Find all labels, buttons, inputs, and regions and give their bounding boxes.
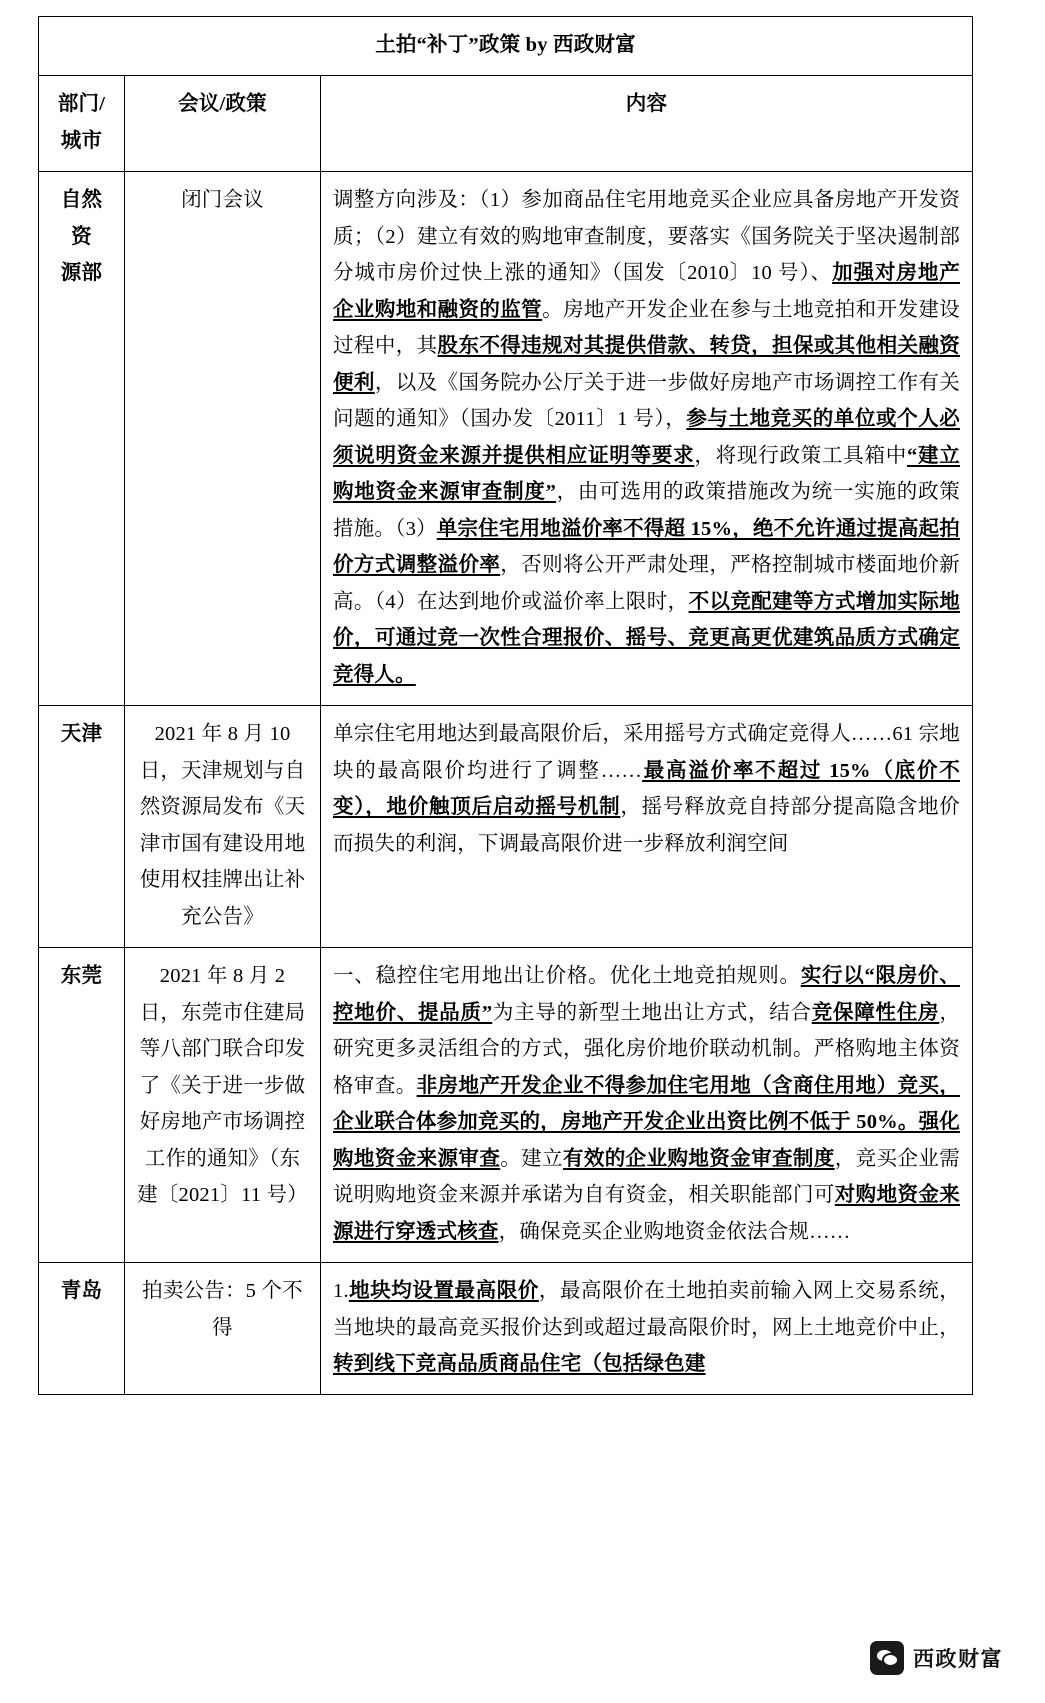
row-dept-1: 天津	[39, 706, 125, 948]
row-meeting-2: 2021 年 8 月 2 日，东莞市住建局等八部门联合印发了《关于进一步做好房地产市场调控工作的通知》（东建〔2021〕11 号）	[125, 948, 321, 1263]
row-dept-2: 东莞	[39, 948, 125, 1263]
row-content-1: 单宗住宅用地达到最高限价后，采用摇号方式确定竞得人……61 宗地块的最高限价均进行了调整……最高溢价率不超过 15%（底价不变），地价触顶后启动摇号机制，摇号释放竞自持部分提高隐含地价而损失的利润，下调最高限价进一步释放利润空间	[321, 706, 973, 948]
row-meeting-1: 2021 年 8 月 10 日，天津规划与自然资源局发布《天津市国有建设用地使用权挂牌出让补充公告》	[125, 706, 321, 948]
column-header-meeting: 会议/政策	[125, 76, 321, 172]
footer-brand	[870, 1641, 1003, 1675]
row-dept-3: 青岛	[39, 1263, 125, 1395]
column-header-dept: 部门/ 城市	[39, 76, 125, 172]
table-row	[39, 1263, 973, 1395]
row-content-0: 调整方向涉及：（1）参加商品住宅用地竞买企业应具备房地产开发资质；（2）建立有效的购地审查制度，要落实《国务院关于坚决遏制部分城市房价过快上涨的通知》（国发〔2010〕10 号）、加强对房地产企业购地和融资的监管。房地产开发企业在参与土地竞拍和开发建设过程中，其股东不得违规对其提供借款、转贷，担保或其他相关融资便利，以及《国务院办公厅关于进一步做好房地产市场调控工作有关问题的通知》（国办发〔2011〕1 号），参与土地竞买的单位或个人必须说明资金来源并提供相应证明等要求，将现行政策工具箱中“建立购地资金来源审查制度”，由可选用的政策措施改为统一实施的政策措施。（3）单宗住宅用地溢价率不得超 15%，绝不允许通过提高起拍价方式调整溢价率，否则将公开严肃处理，严格控制城市楼面地价新高。（4）在达到地价或溢价率上限时，不以竞配建等方式增加实际地价，可通过竞一次性合理报价、摇号、竞更高更优建筑品质方式确定竞得人。	[321, 172, 973, 706]
table-row	[39, 172, 973, 706]
row-meeting-3: 拍卖公告：5 个不得	[125, 1263, 321, 1395]
policy-table	[38, 16, 973, 1395]
table-row	[39, 948, 973, 1263]
footer-brand-label: 西政财富	[913, 1648, 1003, 1671]
row-meeting-0: 闭门会议	[125, 172, 321, 706]
table-row	[39, 706, 973, 948]
document-title: 土拍“补丁”政策 by 西政财富	[39, 17, 973, 76]
wechat-icon	[870, 1641, 904, 1675]
row-content-2: 一、稳控住宅用地出让价格。优化土地竞拍规则。实行以“限房价、控地价、提品质”为主导的新型土地出让方式，结合竞保障性住房，研究更多灵活组合的方式，强化房价地价联动机制。严格购地主体资格审查。非房地产开发企业不得参加住宅用地（含商住用地）竞买，企业联合体参加竞买的，房地产开发企业出资比例不低于 50%。强化购地资金来源审查。建立有效的企业购地资金审查制度，竞买企业需说明购地资金来源并承诺为自有资金，相关职能部门可对购地资金来源进行穿透式核查，确保竞买企业购地资金依法合规……	[321, 948, 973, 1263]
column-header-content: 内容	[321, 76, 973, 172]
table-header-row	[39, 76, 973, 172]
row-content-3: 1.地块均设置最高限价，最高限价在土地拍卖前输入网上交易系统，当地块的最高竞买报价达到或超过最高限价时，网上土地竞价中止，转到线下竞高品质商品住宅（包括绿色建	[321, 1263, 973, 1395]
row-dept-0: 自然资 源部	[39, 172, 125, 706]
table-title-row	[39, 17, 973, 76]
